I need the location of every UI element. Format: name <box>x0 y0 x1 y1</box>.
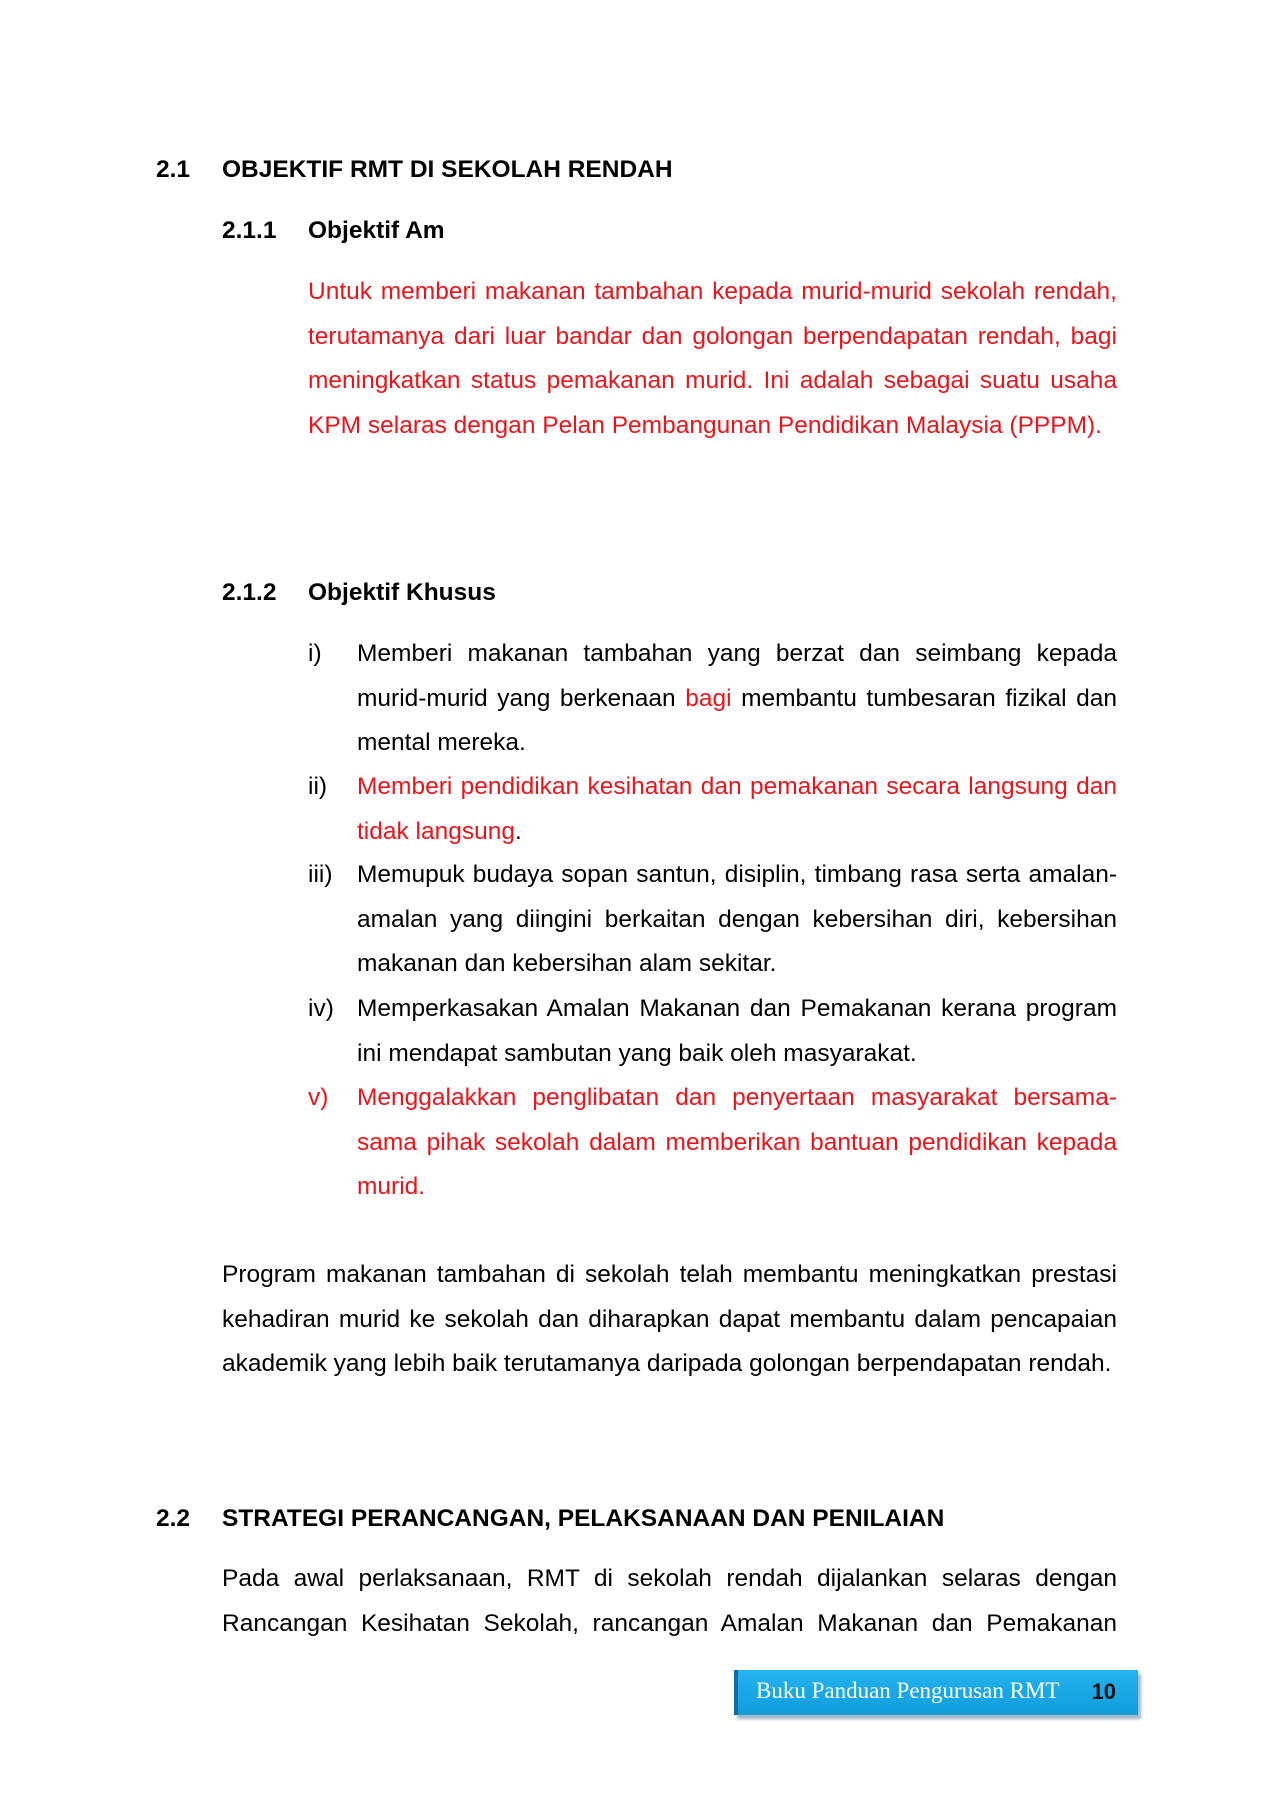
objective-item-marker: i) <box>308 640 322 667</box>
page-number: 10 <box>1091 1679 1116 1704</box>
objective-item-1-text-a: Memberi makanan tambahan yang berzat dan seimbang kepada murid-murid yang berkenaan <box>357 640 1117 712</box>
section-2-1-number: 2.1 <box>156 156 191 183</box>
objective-item-text <box>357 765 1117 854</box>
subsection-2-1-2-title: Objektif Khusus <box>308 579 496 606</box>
section-2-1-title: OBJEKTIF RMT DI SEKOLAH RENDAH <box>222 156 673 183</box>
objektif-am-paragraph: Untuk memberi makanan tambahan kepada murid-murid sekolah rendah, terutamanya dari luar bandar dan golongan berpendapatan rendah, bagi meningkatkan status pemakanan murid. Ini adalah sebagai suatu usaha KPM selaras dengan Pelan Pembangunan Pendidikan Malaysia (PPPM). <box>308 278 1117 439</box>
objective-item-text <box>357 632 1117 766</box>
objective-item-3 <box>308 853 1117 987</box>
objective-item-marker: iv) <box>308 995 334 1022</box>
objective-item-marker: ii) <box>308 773 328 800</box>
subsection-2-1-2-number: 2.1.2 <box>222 579 277 606</box>
objective-item-marker: iii) <box>308 861 333 888</box>
subsection-2-1-1-number: 2.1.1 <box>222 217 277 244</box>
objective-item-text: Menggalakkan penglibatan dan penyertaan masyarakat bersama-sama pihak sekolah dalam memberikan bantuan pendidikan kepada murid. <box>357 1084 1117 1200</box>
objective-item-1-text-b: membantu tumbesaran fizikal dan mental mereka. <box>357 684 1117 756</box>
objective-item-4 <box>308 987 1117 1077</box>
footer-banner <box>734 1670 1138 1715</box>
objective-item-text: Memperkasakan Amalan Makanan dan Pemakanan kerana program ini mendapat sambutan yang baik oleh masyarakat. <box>357 995 1117 1067</box>
footer-title: Buku Panduan Pengurusan RMT <box>756 1678 1060 1703</box>
objective-item-2 <box>308 765 1117 855</box>
objective-item-2-text-b: . <box>515 817 522 845</box>
summary-paragraph: Program makanan tambahan di sekolah telah membantu meningkatkan prestasi kehadiran murid ke sekolah dan diharapkan dapat membantu dalam pencapaian akademik yang lebih baik terutamanya daripada golongan berpendapatan rendah. <box>222 1261 1117 1377</box>
section-2-2-number: 2.2 <box>156 1505 191 1532</box>
objective-item-5 <box>308 1076 1117 1210</box>
objective-item-text: Memupuk budaya sopan santun, disiplin, timbang rasa serta amalan-amalan yang diingini berkaitan dengan kebersihan diri, kebersihan makanan dan kebersihan alam sekitar. <box>357 861 1117 977</box>
subsection-2-1-1-title: Objektif Am <box>308 217 445 244</box>
section-2-2-title: STRATEGI PERANCANGAN, PELAKSANAAN DAN PENILAIAN <box>222 1505 945 1532</box>
objective-item-1 <box>308 632 1117 766</box>
objective-item-marker: v) <box>308 1084 329 1111</box>
strategi-paragraph: Pada awal perlaksanaan, RMT di sekolah rendah dijalankan selaras dengan Rancangan Kesihatan Sekolah, rancangan Amalan Makanan dan Pemakanan <box>222 1565 1117 1637</box>
objective-item-2-text-red: Memberi pendidikan kesihatan dan pemakanan secara langsung dan tidak langsung <box>357 773 1117 845</box>
objective-item-1-text-red: bagi <box>685 684 732 712</box>
